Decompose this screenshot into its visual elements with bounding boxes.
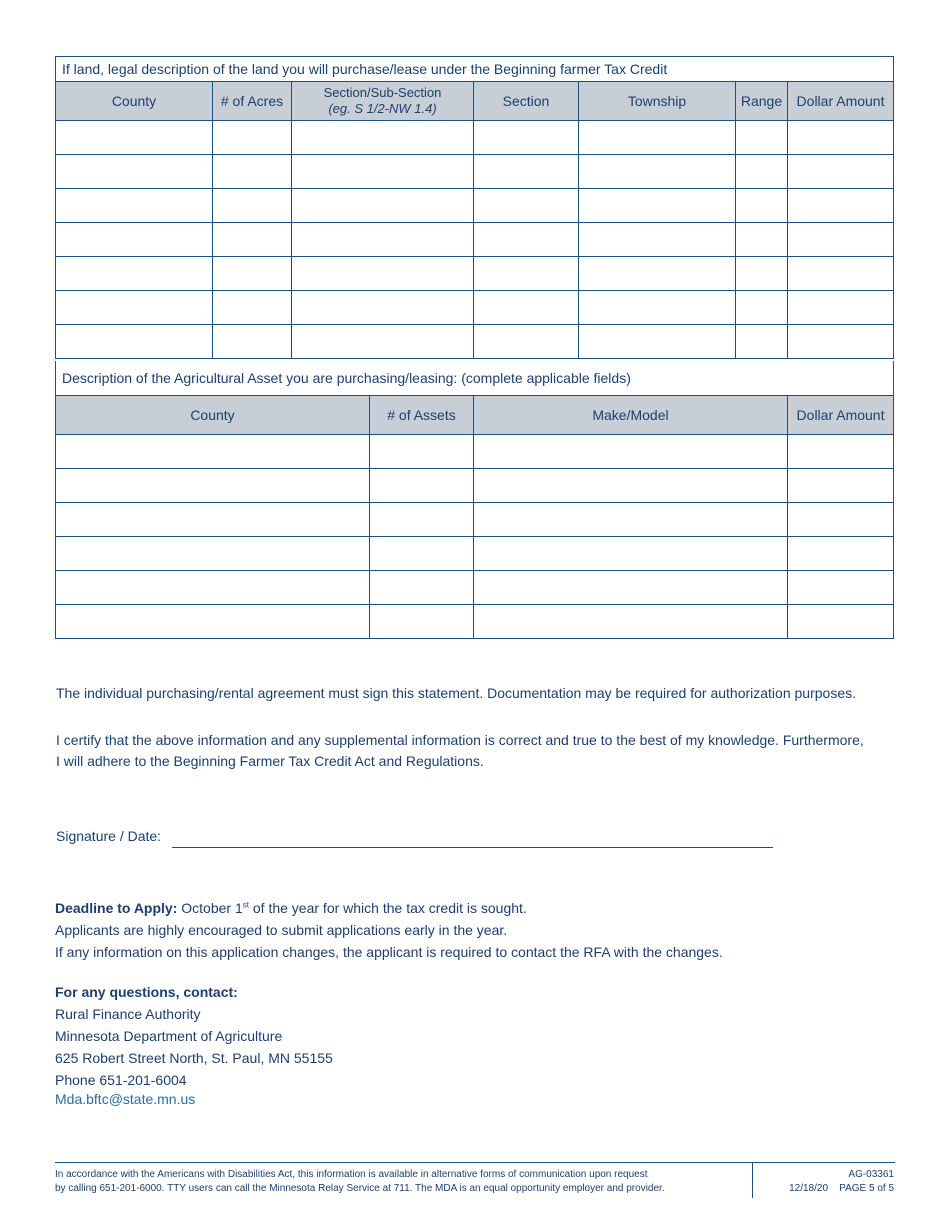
land-cell[interactable] — [736, 257, 788, 291]
asset-cell[interactable] — [474, 571, 788, 605]
land-cell[interactable] — [736, 189, 788, 223]
contact-org: Rural Finance Authority — [55, 1006, 201, 1022]
form-date: 12/18/20 — [789, 1183, 829, 1194]
land-cell[interactable] — [213, 223, 292, 257]
land-cell[interactable] — [474, 325, 579, 359]
land-cell[interactable] — [292, 223, 474, 257]
land-cell[interactable] — [736, 291, 788, 325]
footer-rule — [55, 1162, 895, 1163]
footer-line-2: by calling 651-201-6000. TTY users can call the Minnesota Relay Service at 711. The MDA is an equal opportunity employer and provider. — [55, 1183, 665, 1194]
land-cell[interactable] — [213, 291, 292, 325]
land-cell[interactable] — [788, 223, 894, 257]
land-cell[interactable] — [292, 291, 474, 325]
land-cell[interactable] — [474, 155, 579, 189]
land-cell[interactable] — [56, 223, 213, 257]
land-cell[interactable] — [292, 189, 474, 223]
asset-cell[interactable] — [370, 469, 474, 503]
land-cell[interactable] — [213, 121, 292, 155]
land-cell[interactable] — [474, 189, 579, 223]
land-cell[interactable] — [736, 121, 788, 155]
land-cell[interactable] — [56, 291, 213, 325]
deadline-date: October 1 — [181, 900, 243, 916]
land-cell[interactable] — [213, 155, 292, 189]
land-cell[interactable] — [56, 257, 213, 291]
deadline-label: Deadline to Apply: — [55, 900, 178, 916]
asset-cell[interactable] — [474, 537, 788, 571]
asset-row — [56, 571, 894, 605]
land-cell[interactable] — [474, 291, 579, 325]
land-cell[interactable] — [292, 155, 474, 189]
land-header-county: County — [56, 82, 213, 121]
land-cell[interactable] — [292, 257, 474, 291]
land-cell[interactable] — [788, 325, 894, 359]
asset-row — [56, 435, 894, 469]
asset-row — [56, 503, 894, 537]
land-cell[interactable] — [579, 121, 736, 155]
land-cell[interactable] — [213, 257, 292, 291]
land-row — [56, 257, 894, 291]
asset-cell[interactable] — [788, 571, 894, 605]
land-cell[interactable] — [213, 189, 292, 223]
land-header-township: Township — [579, 82, 736, 121]
asset-header-assets: # of Assets — [370, 396, 474, 435]
land-header-section-subsection — [292, 82, 474, 121]
land-cell[interactable] — [292, 325, 474, 359]
asset-cell[interactable] — [56, 605, 370, 639]
land-cell[interactable] — [474, 121, 579, 155]
asset-header-county: County — [56, 396, 370, 435]
land-row — [56, 155, 894, 189]
certification-line-1: I certify that the above information and any supplemental information is correct and true to the best of my knowledge. Furthermore, — [56, 732, 864, 748]
asset-section-title: Description of the Agricultural Asset you are purchasing/leasing: (complete applicable fields) — [56, 361, 894, 396]
asset-header-dollar-amount: Dollar Amount — [788, 396, 894, 435]
asset-cell[interactable] — [56, 537, 370, 571]
asset-cell[interactable] — [788, 503, 894, 537]
land-cell[interactable] — [56, 121, 213, 155]
land-cell[interactable] — [788, 257, 894, 291]
asset-cell[interactable] — [788, 537, 894, 571]
land-cell[interactable] — [579, 155, 736, 189]
section-subsection-example: (eg. S 1/2-NW 1.4) — [328, 101, 437, 116]
asset-cell[interactable] — [370, 571, 474, 605]
land-cell[interactable] — [788, 121, 894, 155]
contact-email-link[interactable]: Mda.bftc@state.mn.us — [55, 1091, 196, 1107]
asset-cell[interactable] — [474, 435, 788, 469]
section-subsection-label: Section/Sub-Section — [323, 85, 442, 100]
page-number: PAGE 5 of 5 — [839, 1183, 894, 1194]
land-cell[interactable] — [736, 223, 788, 257]
asset-header-make-model: Make/Model — [474, 396, 788, 435]
asset-cell[interactable] — [370, 537, 474, 571]
asset-cell[interactable] — [370, 605, 474, 639]
land-cell[interactable] — [56, 155, 213, 189]
land-cell[interactable] — [579, 325, 736, 359]
land-cell[interactable] — [788, 291, 894, 325]
deadline-block — [55, 897, 723, 963]
asset-row — [56, 605, 894, 639]
land-cell[interactable] — [736, 325, 788, 359]
form-number: AG-03361 — [848, 1169, 894, 1180]
land-row — [56, 223, 894, 257]
land-cell[interactable] — [579, 257, 736, 291]
certification-line-2: I will adhere to the Beginning Farmer Tax Credit Act and Regulations. — [56, 753, 484, 769]
certification-statement — [56, 730, 901, 772]
contact-address: 625 Robert Street North, St. Paul, MN 55155 — [55, 1050, 333, 1066]
asset-cell[interactable] — [788, 605, 894, 639]
asset-cell[interactable] — [474, 605, 788, 639]
land-description-table — [55, 56, 894, 359]
land-row — [56, 325, 894, 359]
land-section-title: If land, legal description of the land you will purchase/lease under the Beginning farmer Tax Credit — [56, 57, 894, 82]
land-cell[interactable] — [474, 223, 579, 257]
asset-cell[interactable] — [788, 435, 894, 469]
land-row — [56, 121, 894, 155]
asset-cell[interactable] — [474, 503, 788, 537]
land-header-acres: # of Acres — [213, 82, 292, 121]
contact-heading: For any questions, contact: — [55, 984, 238, 1000]
contact-block — [55, 981, 333, 1113]
land-cell[interactable] — [579, 223, 736, 257]
asset-description-table — [55, 361, 894, 639]
land-cell[interactable] — [56, 325, 213, 359]
early-application-note: Applicants are highly encouraged to submit applications early in the year. — [55, 922, 508, 938]
footer-form-info — [789, 1168, 894, 1196]
asset-cell[interactable] — [56, 469, 370, 503]
land-cell[interactable] — [213, 325, 292, 359]
land-header-dollar-amount: Dollar Amount — [788, 82, 894, 121]
asset-cell[interactable] — [474, 469, 788, 503]
land-cell[interactable] — [788, 189, 894, 223]
land-cell[interactable] — [292, 121, 474, 155]
land-cell[interactable] — [579, 291, 736, 325]
signature-date-label: Signature / Date: — [56, 828, 162, 844]
deadline-text: of the year for which the tax credit is sought. — [252, 900, 527, 916]
land-header-range: Range — [736, 82, 788, 121]
deadline-date-suffix: st — [242, 900, 249, 910]
contact-dept: Minnesota Department of Agriculture — [55, 1028, 283, 1044]
asset-cell[interactable] — [56, 435, 370, 469]
land-row — [56, 189, 894, 223]
land-cell[interactable] — [474, 257, 579, 291]
asset-cell[interactable] — [788, 469, 894, 503]
contact-phone: Phone 651-201-6004 — [55, 1072, 187, 1088]
footer-line-1: In accordance with the Americans with Disabilities Act, this information is available in alternative forms of communication upon request — [55, 1169, 648, 1180]
asset-row — [56, 469, 894, 503]
signing-statement: The individual purchasing/rental agreement must sign this statement. Documentation may be required for authorization purposes. — [56, 685, 856, 701]
footer-divider — [752, 1162, 753, 1198]
asset-cell[interactable] — [370, 503, 474, 537]
change-notice: If any information on this application changes, the applicant is required to contact the RFA with the changes. — [55, 944, 723, 960]
land-cell[interactable] — [56, 189, 213, 223]
land-cell[interactable] — [579, 189, 736, 223]
footer-ada-notice — [55, 1168, 745, 1196]
land-row — [56, 291, 894, 325]
signature-date-field[interactable] — [172, 847, 773, 848]
land-header-section: Section — [474, 82, 579, 121]
land-cell[interactable] — [736, 155, 788, 189]
asset-cell[interactable] — [56, 571, 370, 605]
asset-cell[interactable] — [370, 435, 474, 469]
asset-row — [56, 537, 894, 571]
land-cell[interactable] — [788, 155, 894, 189]
asset-cell[interactable] — [56, 503, 370, 537]
